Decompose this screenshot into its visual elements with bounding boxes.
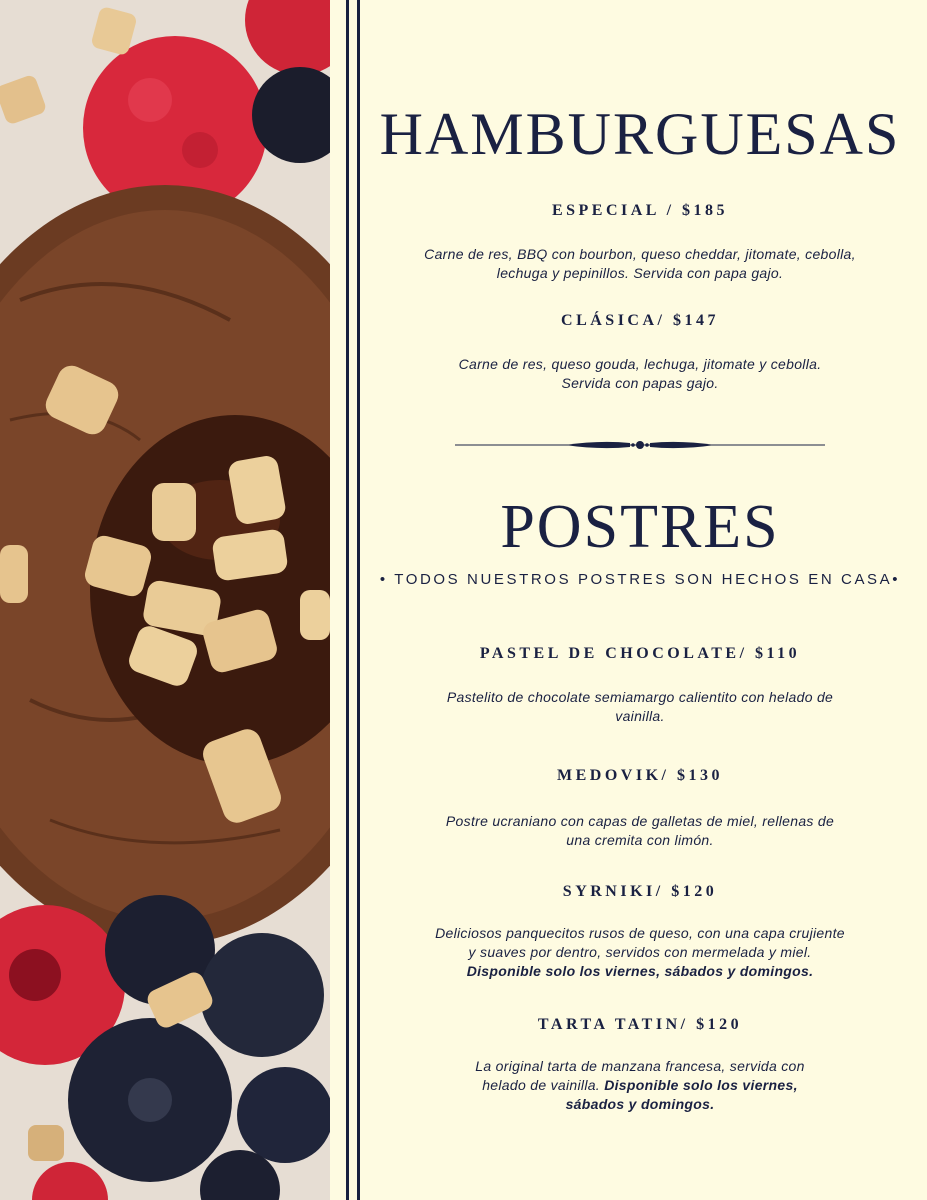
availability-note: Disponible solo los viernes, (604, 1077, 798, 1093)
frame-gap (349, 0, 357, 1200)
menu-content (370, 0, 910, 1200)
item-desc-tarta-tatin (390, 1057, 890, 1114)
blueberry-icon (237, 1067, 330, 1163)
food-photo (0, 0, 330, 1200)
section-title-desserts: POSTRES (500, 493, 780, 561)
item-name-especial: ESPECIAL / $185 (551, 202, 729, 219)
desc-line: y suaves por dentro, servidos con mermelada y miel. (468, 944, 812, 960)
vertical-rule-right (357, 0, 360, 1200)
desc-line: vainilla. (615, 708, 665, 724)
frame-gap (330, 0, 346, 1200)
item-desc-medovik (390, 812, 890, 850)
desc-line: Carne de res, BBQ con bourbon, queso cheddar, jitomate, cebolla, (424, 246, 856, 262)
cookie-berries-illustration (0, 0, 330, 1200)
desserts-subtitle: • TODOS NUESTROS POSTRES SON HECHOS EN CASA• (379, 571, 901, 588)
desc-line: lechuga y pepinillos. Servida con papa gajo. (496, 265, 784, 281)
section-title-burgers: HAMBURGUESAS (379, 101, 901, 167)
desc-line: helado de vainilla. (482, 1077, 605, 1093)
desc-line: Pastelito de chocolate semiamargo calientito con helado de (446, 689, 834, 705)
blueberry-icon (200, 933, 324, 1057)
desc-line: una cremita con limón. (566, 832, 714, 848)
desc-line: Deliciosos panquecitos rusos de queso, con una capa crujiente (435, 925, 845, 941)
item-desc-clasica (390, 355, 890, 393)
item-desc-syrniki (390, 924, 890, 981)
item-desc-pastel-chocolate (390, 688, 890, 726)
item-name-medovik: MEDOVIK/ $130 (557, 767, 723, 784)
item-name-clasica: CLÁSICA/ $147 (561, 312, 719, 329)
item-name-pastel-chocolate: PASTEL DE CHOCOLATE/ $110 (479, 645, 801, 662)
availability-note: sábados y domingos. (565, 1096, 715, 1112)
item-desc-especial (390, 245, 890, 283)
availability-note: Disponible solo los viernes, sábados y domingos. (466, 963, 814, 979)
desc-line: La original tarta de manzana francesa, servida con (475, 1058, 805, 1074)
item-name-tarta-tatin: TARTA TATIN/ $120 (537, 1016, 743, 1033)
desc-line: Servida con papas gajo. (561, 375, 719, 391)
item-name-syrniki: SYRNIKI/ $120 (562, 883, 718, 900)
desc-line: Carne de res, queso gouda, lechuga, jitomate y cebolla. (458, 356, 822, 372)
desc-line: Postre ucraniano con capas de galletas de miel, rellenas de (445, 813, 835, 829)
ornamental-divider (455, 436, 825, 454)
